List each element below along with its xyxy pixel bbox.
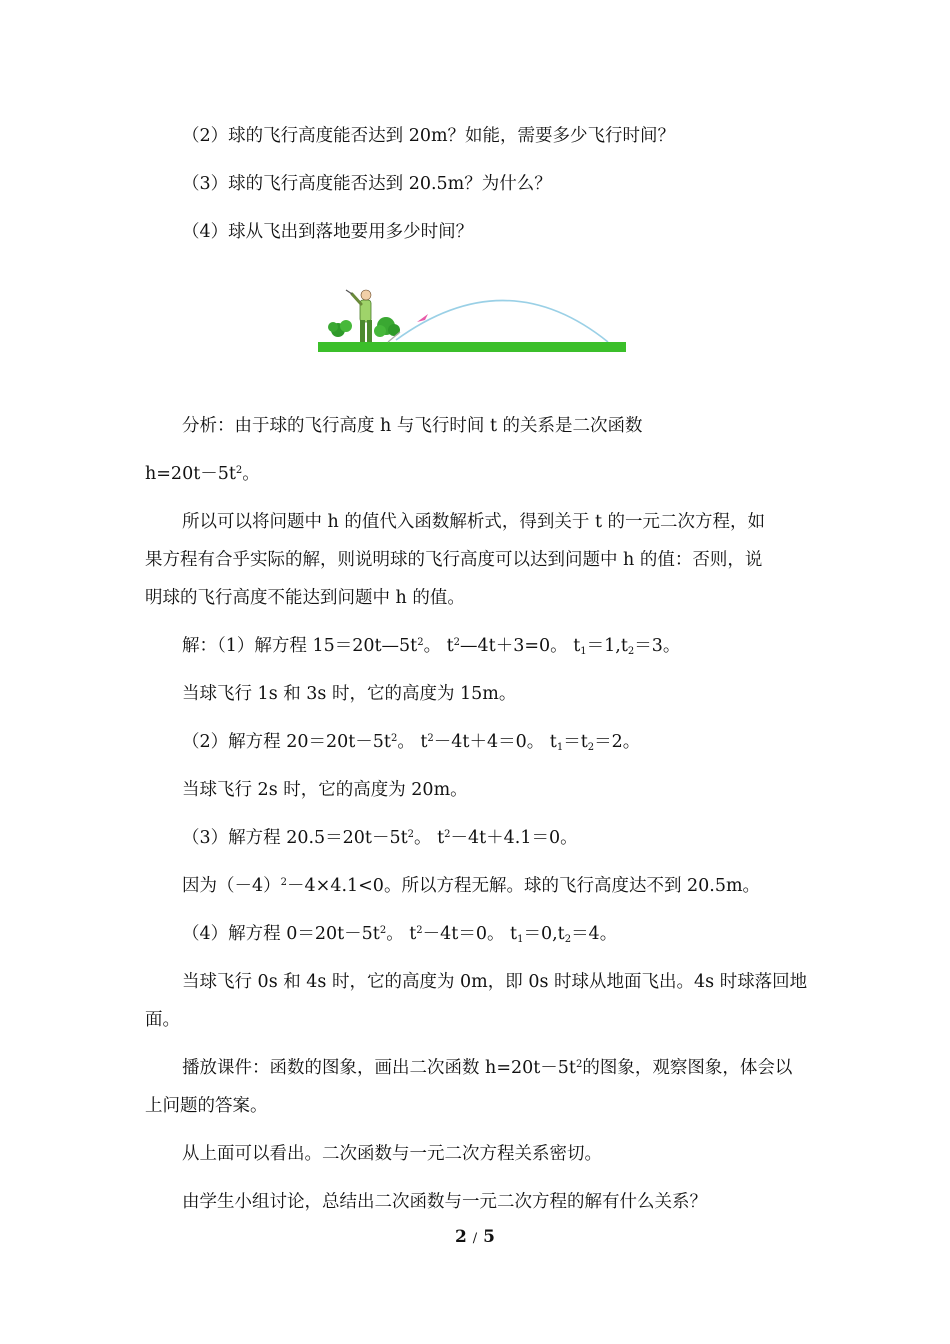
analysis-intro: 分析：由于球的飞行高度 h 与飞行时间 t 的关系是二次函数 [182, 416, 643, 436]
analysis-formula: $h=20t-5t^2$。 [145, 464, 260, 484]
golfer-illustration [328, 290, 400, 342]
solution-step-4-answer-line-2: 面。 [145, 1010, 180, 1030]
question-3: （3）球的飞行高度能否达到 20.5m？为什么？ [182, 174, 552, 194]
analysis-paragraph-line-1: 所以可以将问题中 h 的值代入函数解析式，得到关于 t 的一元二次方程，如 [182, 512, 766, 532]
solution-step-3: （3）解方程 $20.5=20t-5t^2$。 $t^2-4t+4.1=0$。 [182, 828, 578, 848]
solution-step-1-answer: 当球飞行 1s 和 3s 时，它的高度为 15m。 [182, 684, 517, 704]
solution-step-2-answer: 当球飞行 2s 时，它的高度为 20m。 [182, 780, 468, 800]
courseware-line-2: 上问题的答案。 [145, 1096, 268, 1116]
page-number: 2 / 5 [455, 1227, 495, 1247]
solution-step-1: 解：（1）解方程 $15=20t—5t^2$。 $t^2—4t+3=0$。 $t_1=1,t_2=3$。 [182, 636, 681, 657]
solution-step-2: （2）解方程 $20=20t-5t^2$。 $t^2-4t+4=0$。 $t_1=t_2=2$。 [182, 732, 641, 753]
discussion: 由学生小组讨论，总结出二次函数与一元二次方程的解有什么关系？ [182, 1192, 707, 1212]
courseware-line-1: 播放课件：函数的图象，画出二次函数 $h=20t-5t^2$的图象，观察图象，体会以 [182, 1058, 793, 1078]
solution-step-4-answer-line-1: 当球飞行 0s 和 4s 时，它的高度为 0m，即 0s 时球从地面飞出。4s 时球落回地 [182, 972, 808, 992]
solution-step-4: （4）解方程 $0=20t-5t^2$。 $t^2-4t=0$。 $t_1=0,t_2=4$。 [182, 924, 618, 945]
conclusion: 从上面可以看出。二次函数与一元二次方程关系密切。 [182, 1144, 602, 1164]
analysis-paragraph-line-3: 明球的飞行高度不能达到问题中 h 的值。 [145, 588, 465, 608]
grass-ground [318, 342, 626, 352]
trajectory-arc [396, 300, 608, 342]
golf-trajectory-figure [316, 286, 628, 356]
analysis-paragraph-line-2: 果方程有合乎实际的解，则说明球的飞行高度可以达到问题中 h 的值：否则，说 [145, 550, 763, 570]
question-4: （4）球从飞出到落地要用多少时间？ [182, 222, 474, 242]
solution-step-3-answer: 因为$(-4)^2-4\times 4.1<0$。所以方程无解。球的飞行高度达不到 20.5m。 [182, 876, 761, 896]
question-2: （2）球的飞行高度能否达到 20m？如能，需要多少飞行时间？ [182, 126, 676, 146]
